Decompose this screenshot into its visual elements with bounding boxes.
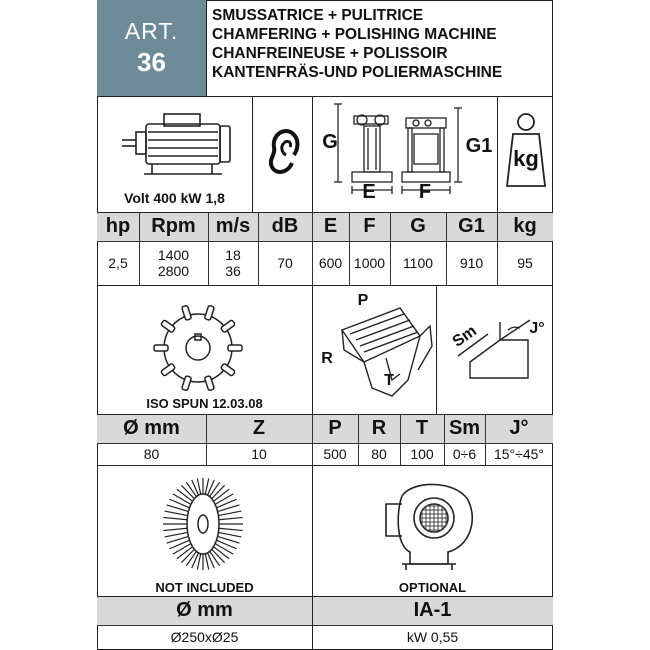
polishing-wheel-icon [158, 474, 248, 574]
title-english: CHAMFERING + POLISHING MACHINE [212, 26, 497, 43]
specs-value-rpm [139, 241, 208, 285]
dimension-g1-letter: G1 [465, 134, 493, 157]
tooling-header-t: T [415, 417, 429, 439]
specs-header-rpm: Rpm [151, 215, 196, 237]
angle-t-letter: T [384, 372, 394, 389]
tooling-header-z: Z [252, 417, 266, 439]
angle-j-letter: J° [529, 320, 545, 337]
tooling-value-diameter: 80 [143, 446, 160, 462]
noise-ear-icon [262, 125, 302, 177]
specs-value-g1: 910 [459, 255, 484, 271]
angle-p-letter: P [357, 292, 369, 309]
specs-value-f: 1000 [353, 255, 386, 271]
tooling-header-sm: Sm [448, 417, 481, 439]
machine-titles [212, 6, 552, 82]
specs-value-db: 70 [277, 255, 293, 271]
specs-header-db: dB [271, 215, 299, 237]
dust-extractor-icon [382, 476, 482, 572]
tooling-value-p: 500 [323, 446, 347, 462]
electric-motor-icon [118, 112, 236, 177]
specs-value-hp: 2,5 [108, 255, 128, 271]
accessories-header-diameter: Ø mm [176, 599, 233, 621]
weight-icon-label: kg [513, 146, 539, 171]
angle-r-letter: R [321, 350, 333, 367]
article-badge [97, 0, 206, 97]
tooling-header-diameter: Ø mm [123, 417, 180, 439]
cutter-caption: ISO SPUN 12.03.08 [146, 395, 263, 411]
dimension-f-letter: F [418, 180, 432, 203]
dimension-g-letter: G [322, 130, 338, 153]
polishing-wheel-caption: NOT INCLUDED [155, 579, 254, 595]
tooling-header-p: P [328, 417, 342, 439]
dimension-e-letter: E [362, 180, 376, 203]
specs-value-kg: 95 [517, 255, 533, 271]
specs-header-ms: m/s [215, 215, 251, 237]
specs-header-f: F [363, 215, 376, 237]
article-number: 36 [137, 47, 166, 77]
title-italian: SMUSSATRICE + PULITRICE [212, 7, 424, 24]
specs-header-g: G [410, 215, 426, 237]
tooling-value-t: 100 [410, 446, 434, 462]
specs-value-ms-low: 18 [225, 247, 241, 263]
tooling-value-j: 15°÷45° [493, 446, 545, 462]
specs-value-rpm-high: 2800 [157, 263, 190, 279]
tooling-header-r: R [371, 417, 387, 439]
tooling-value-r: 80 [371, 446, 387, 462]
tooling-header-j: J° [509, 417, 529, 439]
accessories-value-ia1: kW 0,55 [406, 629, 459, 645]
specs-value-ms [208, 241, 258, 285]
specs-header-kg: kg [513, 215, 537, 237]
tooling-value-z: 10 [251, 446, 267, 462]
specs-header-e: E [323, 215, 338, 237]
accessories-value-diameter: Ø250xØ25 [170, 629, 239, 645]
title-german: KANTENFRÄS-UND POLIERMASCHINE [212, 64, 503, 81]
specs-header-hp: hp [105, 215, 131, 237]
accessories-header-ia1: IA-1 [413, 599, 452, 621]
tooling-value-sm: 0÷6 [452, 446, 477, 462]
dust-extractor-caption: OPTIONAL [398, 579, 467, 595]
specs-value-rpm-low: 1400 [157, 247, 190, 263]
specs-value-ms-high: 36 [225, 263, 241, 279]
article-label: ART. [124, 18, 179, 44]
cutter-head-icon [148, 298, 248, 398]
angle-sm-letter: Sm [449, 322, 480, 351]
specs-header-g1: G1 [458, 215, 485, 237]
specs-value-g: 1100 [402, 255, 434, 271]
motor-caption: Volt 400 kW 1,8 [124, 190, 225, 206]
specs-value-e: 600 [318, 255, 343, 271]
title-french: CHANFREINEUSE + POLISSOIR [212, 45, 448, 62]
